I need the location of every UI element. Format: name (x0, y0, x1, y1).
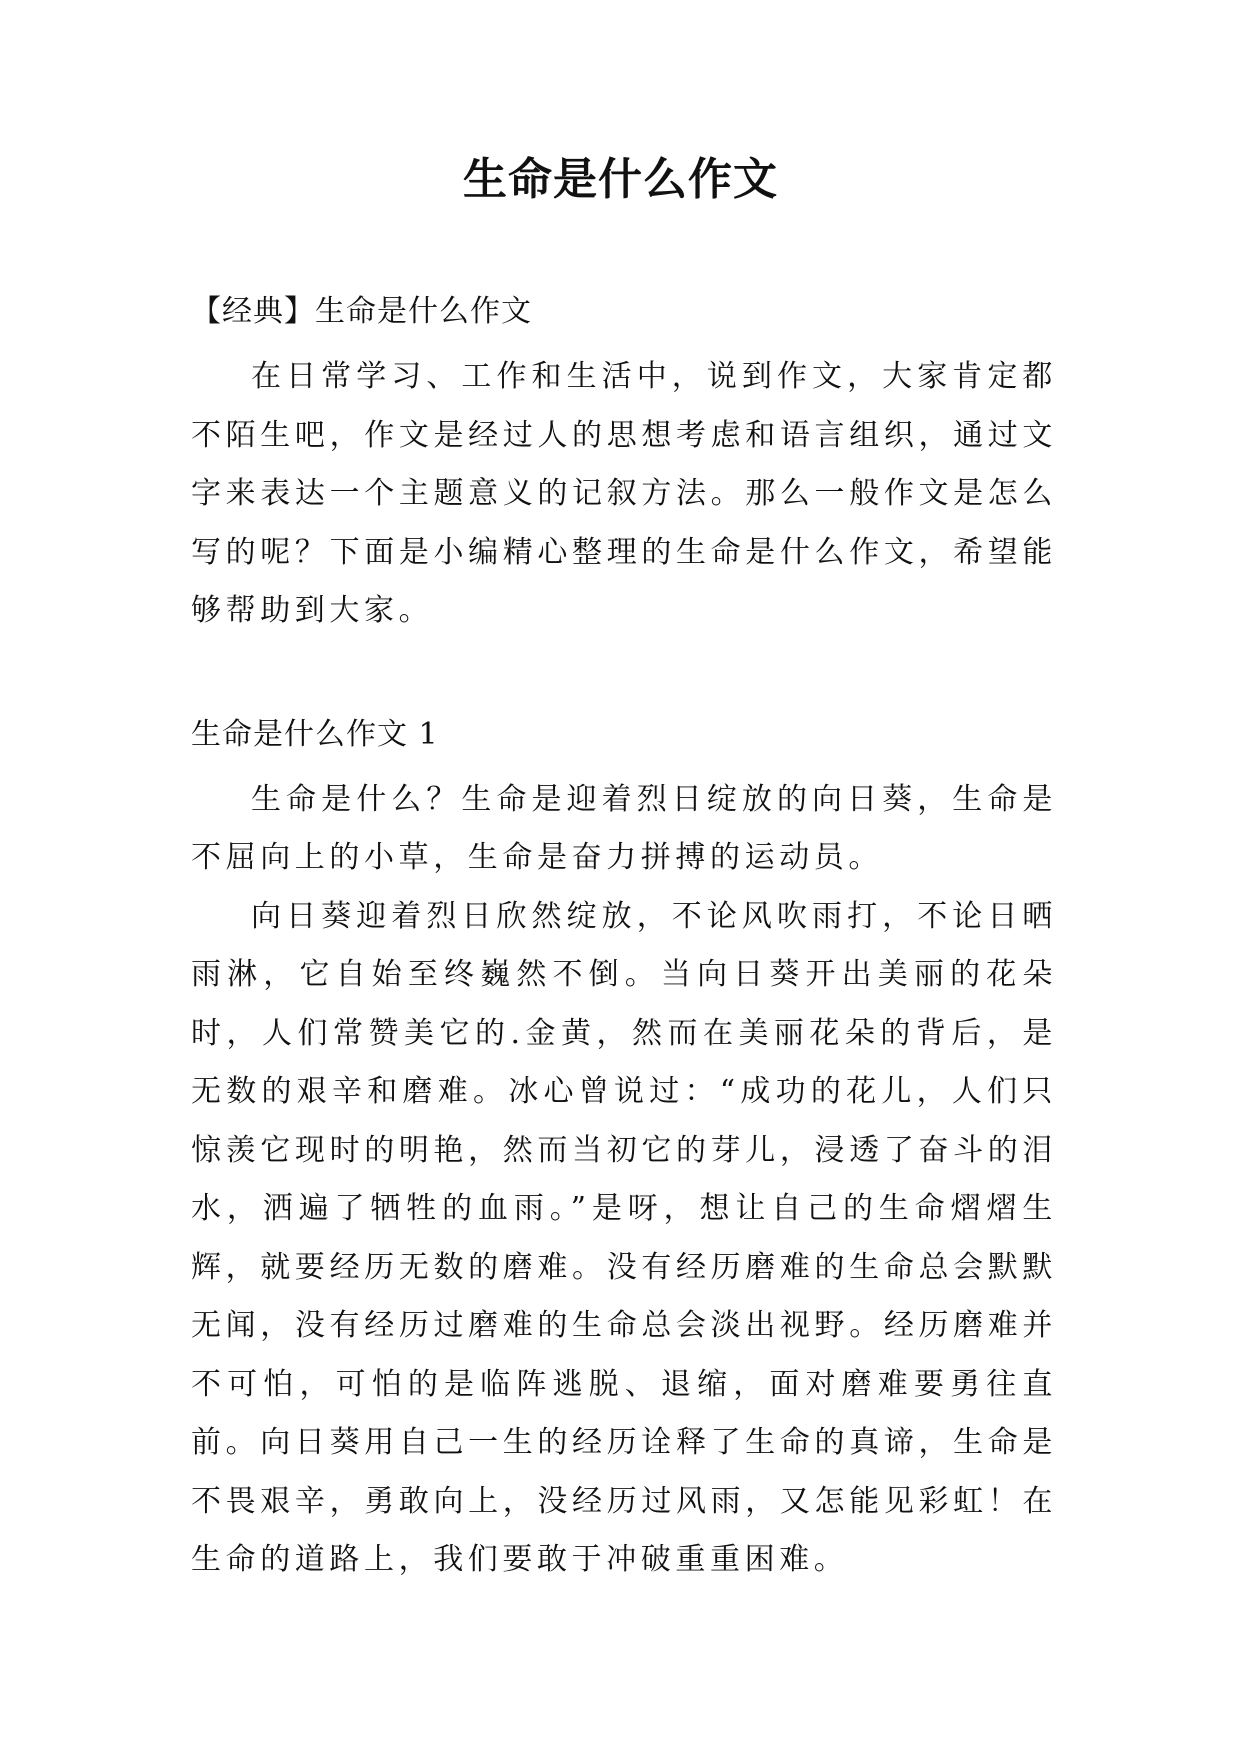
section-spacer (191, 641, 1057, 713)
document-body (191, 290, 1057, 1590)
document-subtitle: 【经典】生命是什么作文 (191, 294, 532, 329)
section-paragraph-1: 生命是什么？生命是迎着烈日绽放的向日葵，生命是不屈向上的小草，生命是奋力拼搏的运动员。 (191, 781, 1057, 875)
section-paragraph-2: 向日葵迎着烈日欣然绽放，不论风吹雨打，不论日晒雨淋，它自始至终巍然不倒。当向日葵开出美丽的花朵时，人们常赞美它的.金黄，然而在美丽花朵的背后，是无数的艰辛和磨难。冰心曾说过：“成功的花儿，人们只惊羡它现时的明艳，然而当初它的芽儿，浸透了奋斗的泪水，洒遍了牺牲的血雨。”是呀，想让自己的生命熠熠生辉，就要经历无数的磨难。没有经历磨难的生命总会默默无闻，没有经历过磨难的生命总会淡出视野。经历磨难并不可怕，可怕的是临阵逃脱、退缩，面对磨难要勇往直前。向日葵用自己一生的经历诠释了生命的真谛，生命是不畏艰辛，勇敢向上，没经历过风雨，又怎能见彩虹！在生命的道路上，我们要敢于冲破重重困难。 (191, 898, 1057, 1577)
intro-paragraph: 在日常学习、工作和生活中，说到作文，大家肯定都不陌生吧，作文是经过人的思想考虑和语言组织，通过文字来表达一个主题意义的记叙方法。那么一般作文是怎么写的呢？下面是小编精心整理的生命是什么作文，希望能够帮助到大家。 (191, 359, 1057, 628)
document-title: 生命是什么作文 (463, 154, 778, 205)
section-heading: 生命是什么作文 1 (191, 716, 439, 752)
